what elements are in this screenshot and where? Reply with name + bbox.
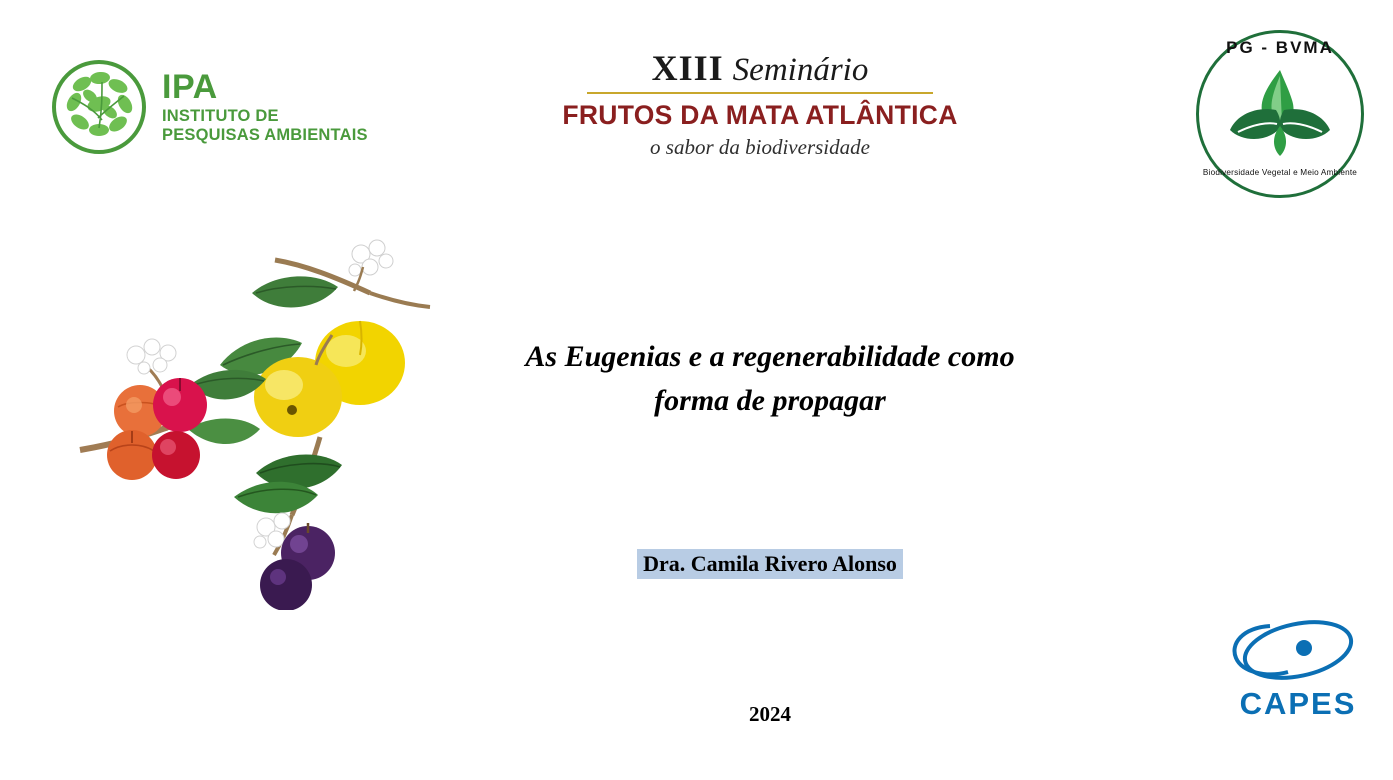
event-logo-main-title: FRUTOS DA MATA ATLÂNTICA [562, 99, 958, 130]
page-title [440, 335, 1100, 422]
capes-wordmark: CAPES [1239, 686, 1357, 721]
ipa-logo [50, 52, 410, 162]
page-title-line2: forma de propagar [654, 383, 886, 417]
pg-bvma-logo [1196, 30, 1368, 212]
pg-bvma-bottom-label: Biodiversidade Vegetal e Meio Ambiente [1202, 168, 1358, 177]
ipa-logo-title: IPA [162, 67, 218, 106]
event-logo-divider [587, 92, 933, 94]
event-logo [560, 50, 960, 160]
leaf-circle-icon [50, 58, 148, 156]
capes-logo [1218, 614, 1378, 724]
year-label: 2024 [749, 702, 791, 726]
author-name: Dra. Camila Rivero Alonso [637, 549, 903, 579]
eugenia-fruits-illustration [70, 215, 460, 610]
leaf-drop-icon [1220, 66, 1340, 162]
event-logo-tagline: o sabor da biodiversidade [650, 134, 870, 159]
capes-orbit-icon [1218, 614, 1378, 691]
event-logo-heading [560, 50, 960, 88]
page-title-line1: As Eugenias e a regenerabilidade como [525, 340, 1015, 373]
pg-bvma-top-label: PG - BVMA [1226, 38, 1334, 57]
author-block [440, 549, 1100, 579]
ipa-logo-subtitle-line2: PESQUISAS AMBIENTAIS [162, 125, 368, 144]
event-logo-edition: XIII [651, 48, 724, 88]
event-logo-seminar-word: Seminário [732, 52, 869, 88]
ipa-logo-subtitle-line1: INSTITUTO DE [162, 106, 279, 125]
